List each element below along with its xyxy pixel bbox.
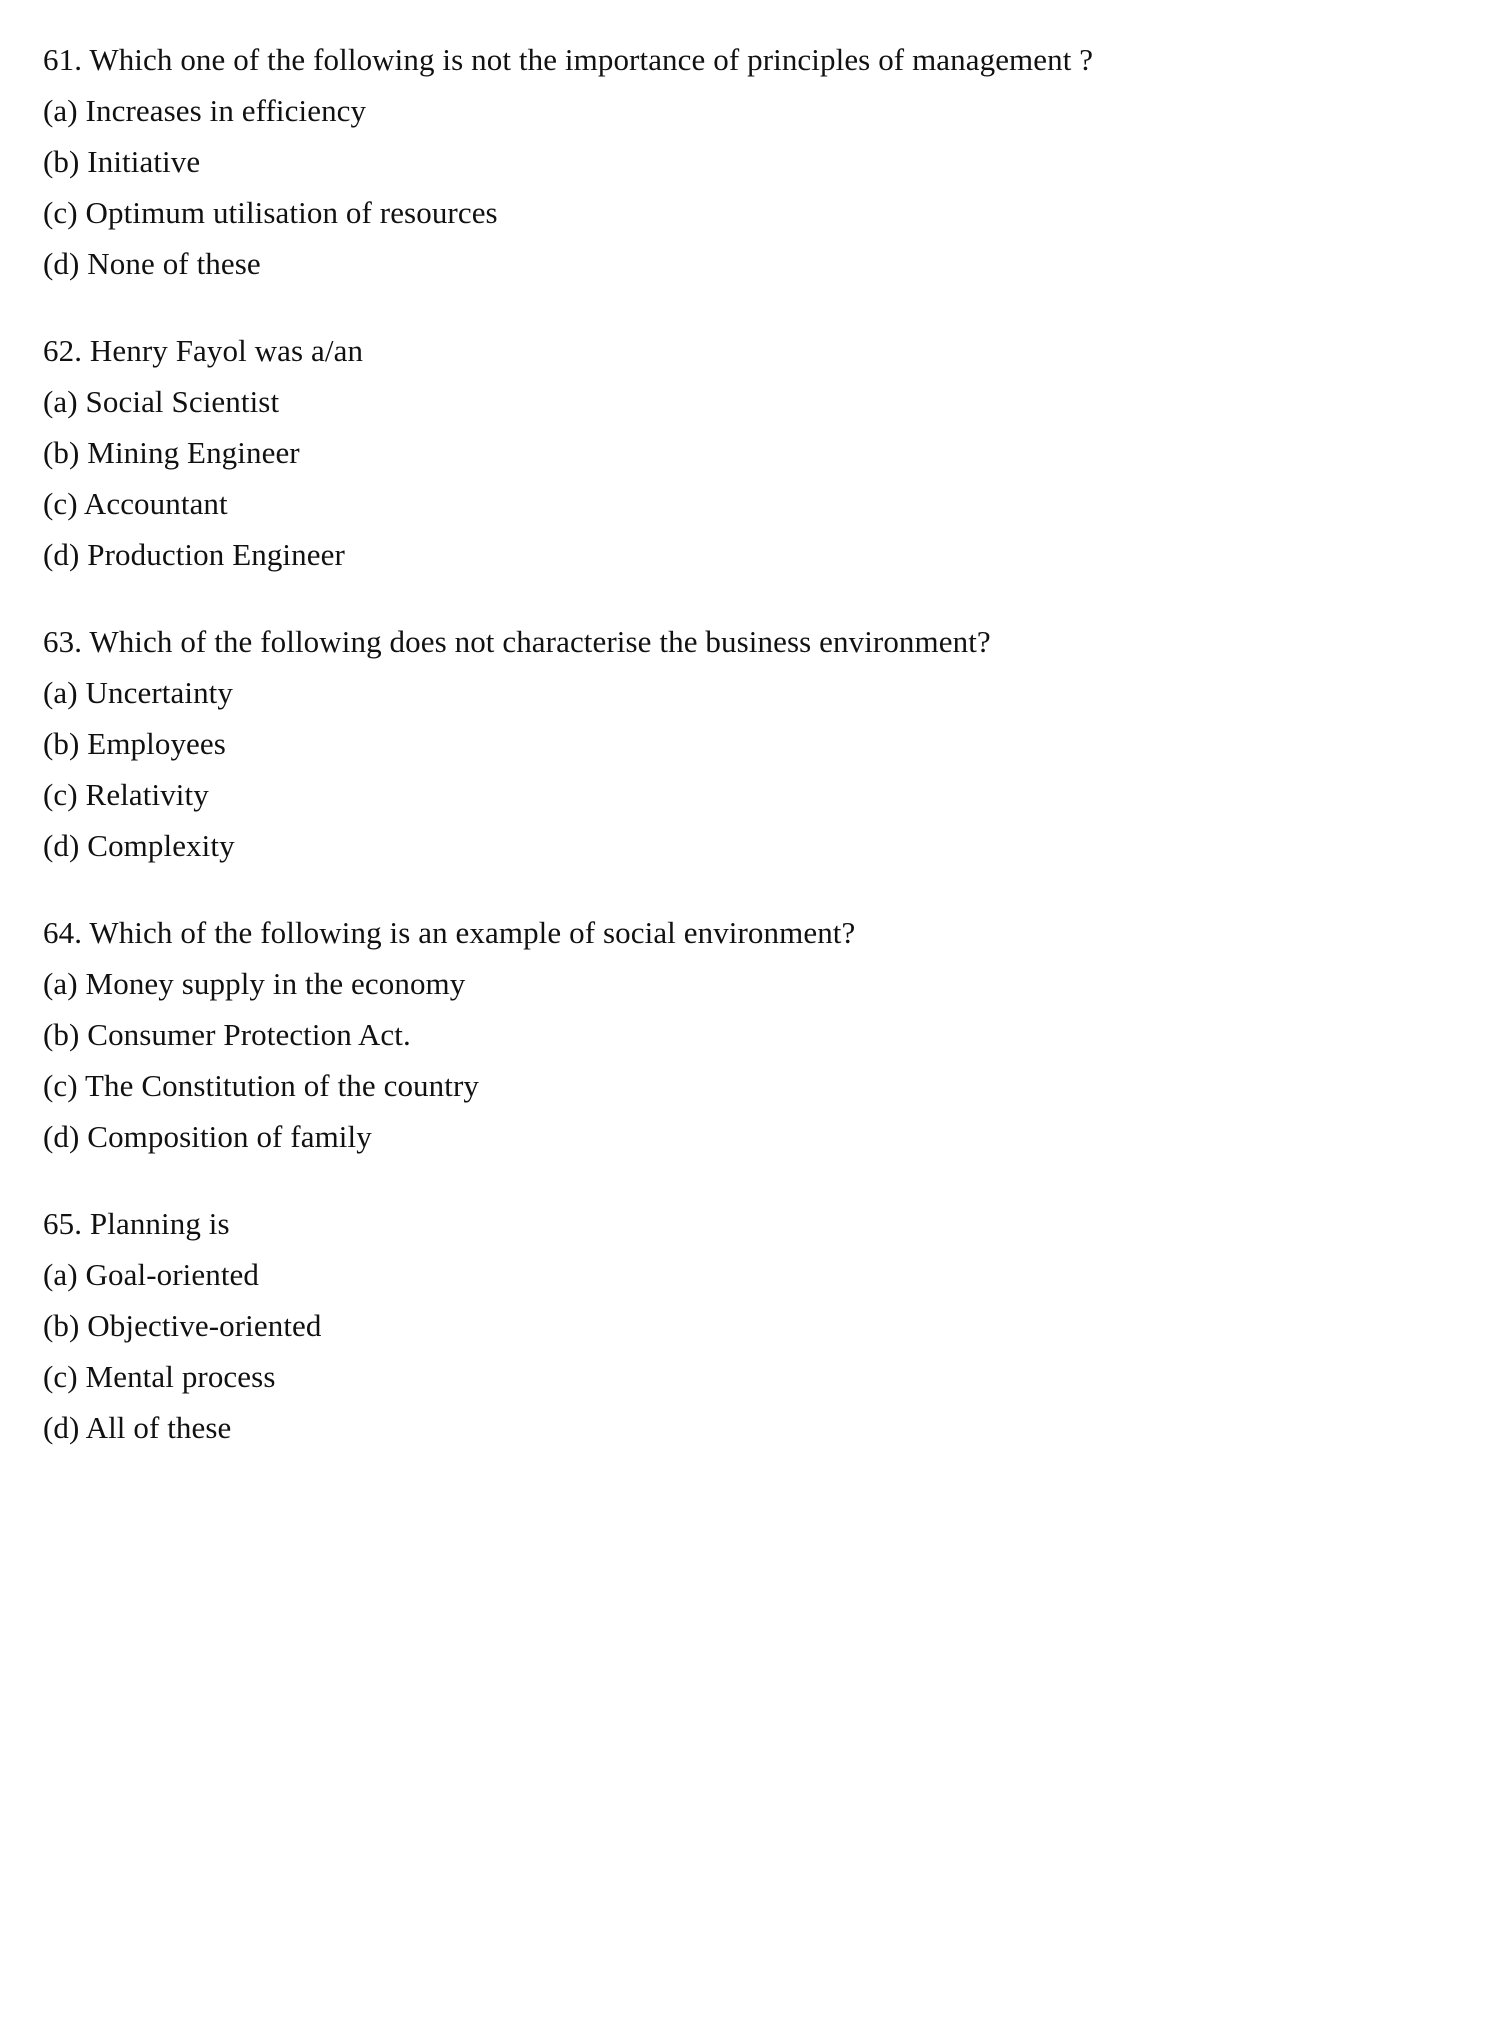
question-block [43,907,1443,1162]
question-list [43,34,1443,1453]
option-row: (a) Social Scientist [43,384,280,419]
option-row: (a) Increases in efficiency [43,93,367,128]
option-row: (c) Accountant [43,486,228,521]
question-block [43,1198,1443,1453]
question-stem: 65. Planning is [43,1206,230,1241]
option-row: (b) Mining Engineer [43,435,300,470]
question-stem: 64. Which of the following is an example of social environment? [43,915,856,950]
question-stem: 61. Which one of the following is not the importance of principles of management ? [43,42,1094,77]
option-row: (d) None of these [43,246,261,281]
option-row: (c) The Constitution of the country [43,1068,479,1103]
option-row: (b) Objective-oriented [43,1308,322,1343]
option-row: (d) Complexity [43,828,235,863]
option-row: (c) Optimum utilisation of resources [43,195,498,230]
question-block [43,325,1443,580]
option-row: (a) Goal-oriented [43,1257,260,1292]
option-row: (d) Production Engineer [43,537,345,572]
question-block [43,616,1443,871]
option-row: (d) Composition of family [43,1119,372,1154]
option-row: (b) Initiative [43,144,201,179]
question-stem: 62. Henry Fayol was a/an [43,333,364,368]
option-row: (a) Uncertainty [43,675,233,710]
option-row: (c) Relativity [43,777,209,812]
option-row: (a) Money supply in the economy [43,966,466,1001]
question-stem: 63. Which of the following does not characterise the business environment? [43,624,991,659]
option-row: (c) Mental process [43,1359,276,1394]
option-row: (b) Consumer Protection Act. [43,1017,411,1052]
option-row: (d) All of these [43,1410,232,1445]
question-block [43,34,1443,289]
option-row: (b) Employees [43,726,226,761]
